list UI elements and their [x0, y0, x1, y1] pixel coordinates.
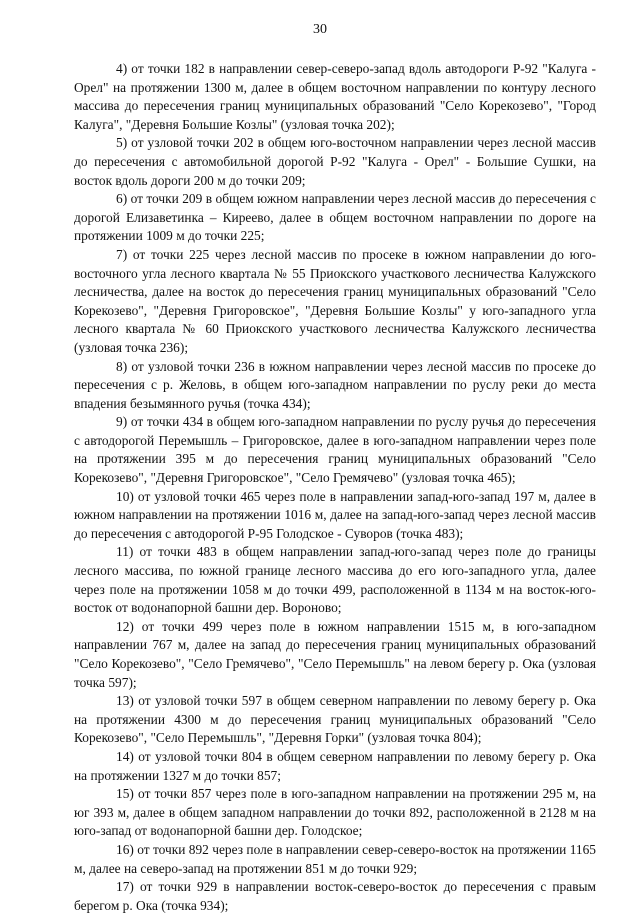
- paragraph-12: 12) от точки 499 через поле в южном направлении 1515 м, в юго-западном направлении 767 м, далее на запад до пересечения границ муниципальных образований "Село Корекозево", "Село Гремячево", "Село Перемышль" на левом берегу р. Ока (узловая точка 597);: [74, 618, 596, 690]
- paragraph-16: 16) от точки 892 через поле в направлении север-северо-восток на протяжении 1165 м, далее на северо-запад на протяжении 851 м до точки 929;: [74, 841, 596, 876]
- paragraph-10: 10) от узловой точки 465 через поле в направлении запад-юго-запад 197 м, далее в южном направлении на протяжении 1016 м, далее на запад-юго-запад через лесной массив до пересечения с автодорогой Р-95 Голодское - Суворов (точка 483);: [74, 488, 596, 541]
- paragraph-17: 17) от точки 929 в направлении восток-северо-восток до пересечения с правым берегом р. Ока (точка 934);: [74, 879, 596, 913]
- paragraph-13: 13) от узловой точки 597 в общем северном направлении по левому берегу р. Ока на протяжении 4300 м до пересечения границ муниципальных образований "Село Корекозево", "Село Перемышль", "Деревня Горки" (узловая точка 804);: [74, 693, 596, 746]
- paragraph-15: 15) от точки 857 через поле в юго-западном направлении на протяжении 295 м, на юг 393 м, далее в общем западном направлении до точки 892, расположенной в 2128 м на юго-запад от водонапорной башни дер. Голодское;: [74, 786, 596, 839]
- paragraph-11: 11) от точки 483 в общем направлении запад-юго-запад через поле до границы лесного массива, по южной границе лесного массива до его юго-западного угла, далее через поле на протяжении 1058 м до точки 499, расположенной в 1134 м на восток-юго-восток от водонапорной башни дер. Вороново;: [74, 544, 596, 616]
- paragraph-5: 5) от узловой точки 202 в общем юго-восточном направлении через лесной массив до пересечения с автомобильной дорогой Р-92 "Калуга - Орел" - Большие Сушки, на восток вдоль дороги 200 м до точки 209;: [74, 135, 596, 188]
- paragraph-9: 9) от точки 434 в общем юго-западном направлении по руслу ручья до пересечения с автодорогой Перемышль – Григоровское, далее в юго-западном направлении через поле на протяжении 395 м до пересечения границ муниципальных образований "Село Корекозево", "Деревня Григоровское", "Село Гремячево" (узловая точка 465);: [74, 414, 596, 486]
- page-number: 30: [313, 22, 327, 37]
- paragraph-8: 8) от узловой точки 236 в южном направлении через лесной массив по просеке до пересечения с р. Желовь, в общем юго-западном направлении по руслу реки до места впадения безымянного ручья (точка 434);: [74, 358, 596, 411]
- paragraph-6: 6) от точки 209 в общем южном направлении через лесной массив до пересечения с дорогой Елизаветинка – Киреево, далее в общем восточном направлении по дороге на протяжении 1009 м до точки 225;: [74, 191, 596, 244]
- document-body: [74, 60, 596, 915]
- paragraph-7: 7) от точки 225 через лесной массив по просеке в южном направлении до юго-восточного угла лесного квартала № 55 Приокского участкового лесничества Калужского лесничества, далее на восток до пересечения границ муниципальных образований "Село Корекозево", "Деревня Григоровское", "Деревня Большие Козлы" у юго-западного угла лесного квартала № 60 Приокского участкового лесничества Калужского лесничества (узловая точка 236);: [74, 246, 596, 355]
- paragraph-4: 4) от точки 182 в направлении север-северо-запад вдоль автодороги Р-92 "Калуга - Орел" на протяжении 1300 м, далее в общем восточном направлении по контуру лесного массива до пересечения границ муниципальных образований "Село Корекозево", "Город Калуга", "Деревня Большие Козлы" (узловая точка 202);: [74, 61, 596, 132]
- paragraph-14: 14) от узловой точки 804 в общем северном направлении по левому берегу р. Ока на протяжении 1327 м до точки 857;: [74, 748, 596, 783]
